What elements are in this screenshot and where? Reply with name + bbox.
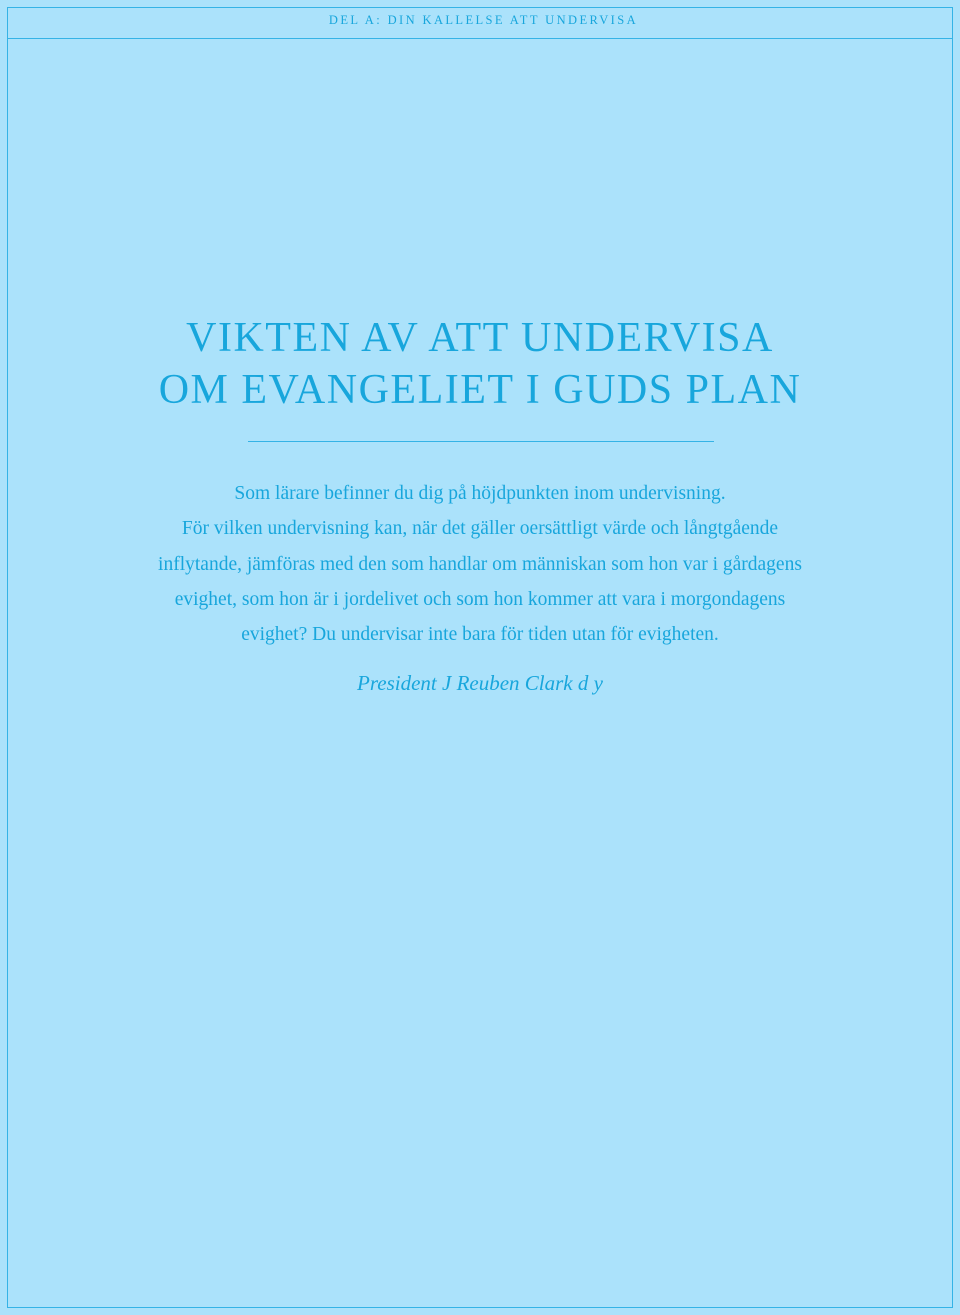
title-line-1: VIKTEN AV ATT UNDERVISA: [186, 315, 774, 361]
page-border-frame: [7, 7, 953, 1308]
header-divider: [7, 38, 953, 39]
title-line-2: OM EVANGELIET I GUDS PLAN: [158, 367, 802, 413]
page-title: [0, 312, 960, 416]
quote-attribution: President J Reuben Clark d y: [357, 671, 603, 695]
quote-line-2: För vilken undervisning kan, när det gäller oersättligt värde och långtgående: [181, 518, 779, 540]
quote: [60, 476, 900, 652]
quote-line-4: evighet, som hon är i jordelivet och som hon kommer att vara i morgondagens: [174, 588, 786, 610]
quote-line-1: Som lärare befinner du dig på höjdpunkten inom undervisning.: [234, 483, 726, 504]
title-divider: [248, 441, 714, 442]
running-head: DEL A: DIN KALLELSE ATT UNDERVISA: [328, 13, 638, 27]
quote-line-3: inflytande, jämföras med den som handlar om människan som hon var i gårdagens: [158, 553, 802, 575]
quote-line-5: evighet? Du undervisar inte bara för tiden utan för evigheten.: [241, 624, 719, 646]
